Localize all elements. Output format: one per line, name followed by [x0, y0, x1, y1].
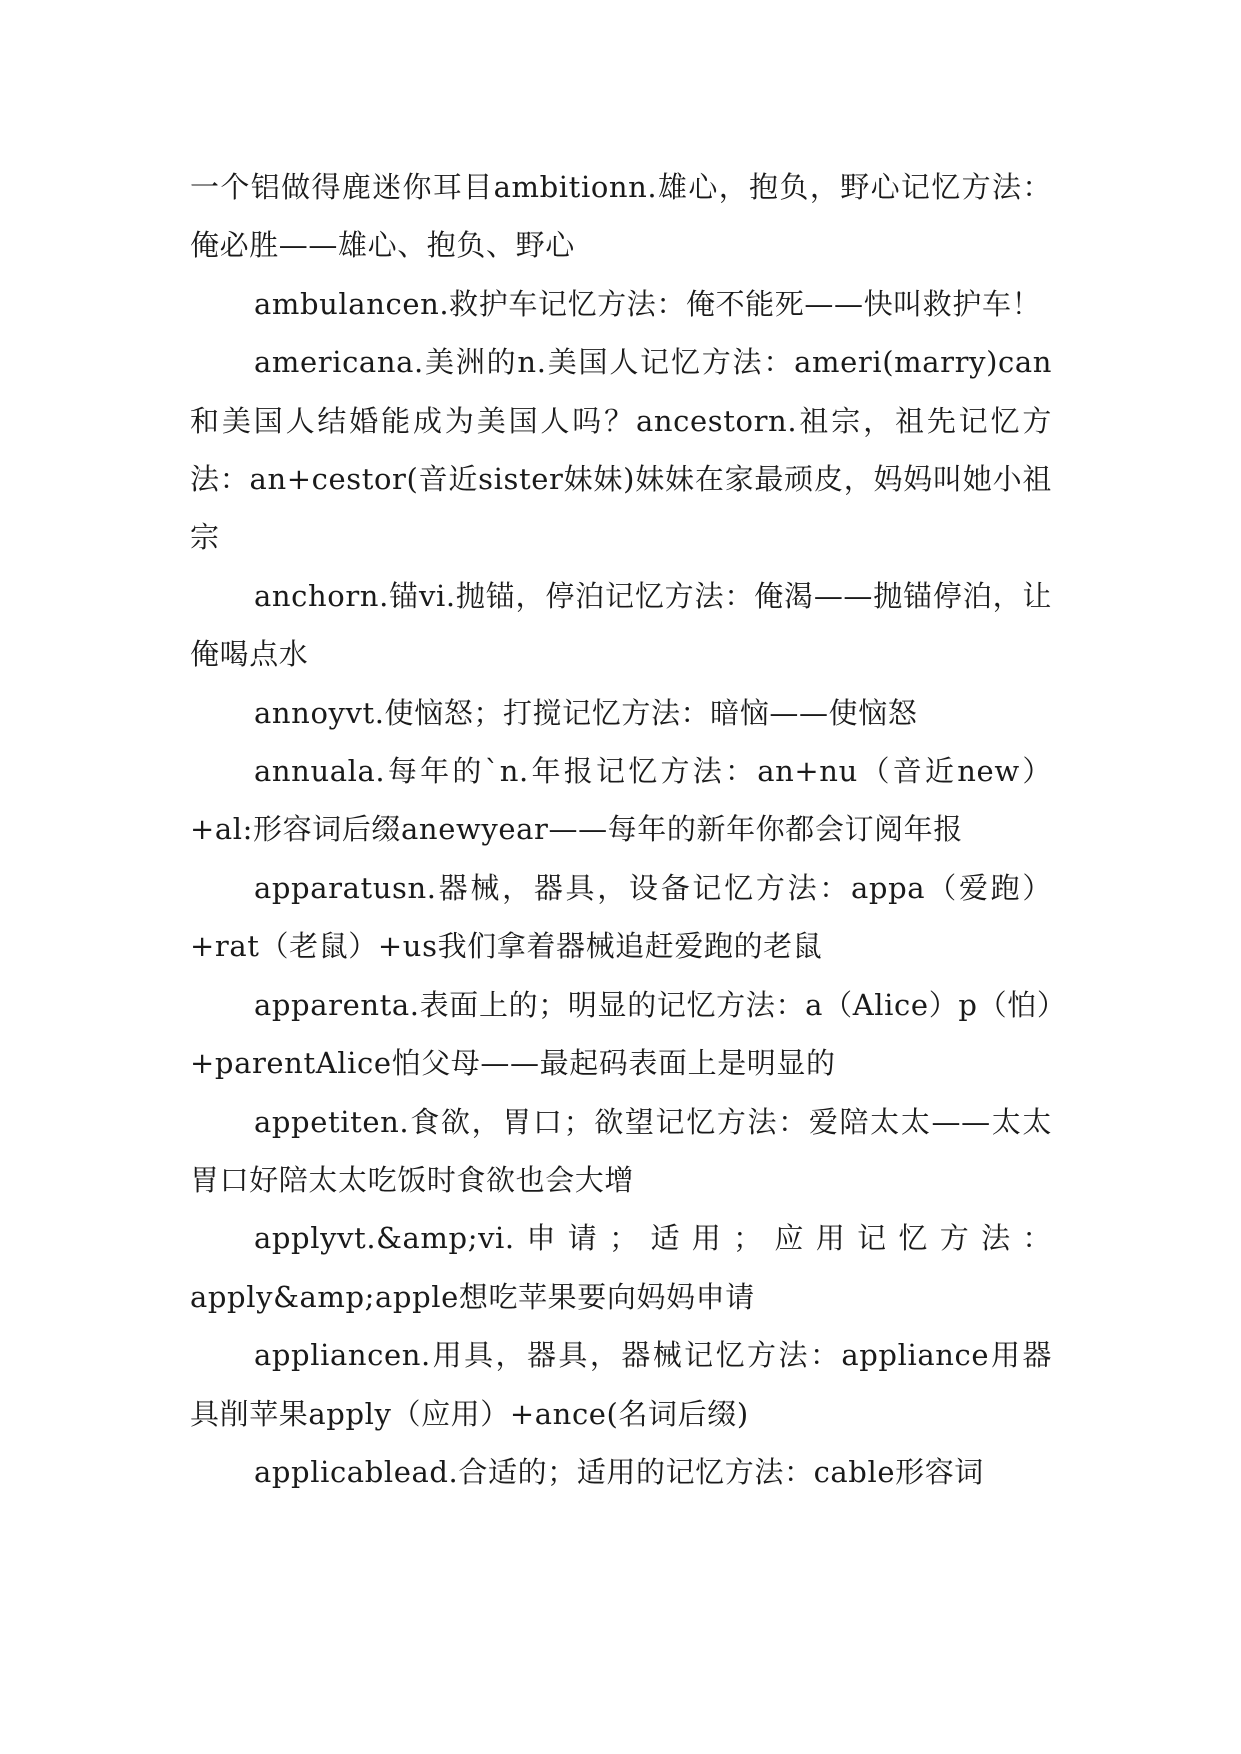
document-body	[190, 158, 1052, 1501]
paragraph-annual: annuala.每年的`n.年报记忆方法：an+nu（音近new）+al:形容词后缀anewyear——每年的新年你都会订阅年报	[190, 754, 1052, 847]
paragraph-annoy: annoyvt.使恼怒；打搅记忆方法：暗恼——使恼怒	[254, 695, 918, 730]
paragraph-apply: applyvt.&amp;vi.申请；适用；应用记忆方法：apply&amp;apple想吃苹果要向妈妈申请	[190, 1221, 1052, 1314]
paragraph-apparatus: apparatusn.器械，器具，设备记忆方法：appa（爱跑）+rat（老鼠）+us我们拿着器械追赶爱跑的老鼠	[190, 870, 1052, 964]
paragraph-ambition: 一个铝做得鹿迷你耳目ambitionn.雄心，抱负，野心记忆方法：俺必胜——雄心、抱负、野心	[190, 170, 1052, 263]
paragraph-anchor: anchorn.锚vi.抛锚，停泊记忆方法：俺渴——抛锚停泊，让俺喝点水	[190, 578, 1052, 672]
paragraph-appetite: appetiten.食欲，胃口；欲望记忆方法：爱陪太太——太太胃口好陪太太吃饭时食欲也会大增	[190, 1104, 1052, 1197]
paragraph-ambulance: ambulancen.救护车记忆方法：俺不能死——快叫救护车！	[254, 286, 1042, 321]
paragraph-apparent: apparenta.表面上的；明显的记忆方法：a（Alice）p（怕）+parentAlice怕父母——最起码表面上是明显的	[190, 987, 1052, 1081]
paragraph-american-ancestor: americana.美洲的n.美国人记忆方法：ameri(marry)can和美国人结婚能成为美国人吗？ancestorn.祖宗，祖先记忆方法：an+cestor(音近sister妹妹)妹妹在家最顽皮，妈妈叫她小祖宗	[190, 345, 1052, 555]
paragraph-appliance: appliancen.用具，器具，器械记忆方法：appliance用器具削苹果apply（应用）+ance(名词后缀)	[190, 1338, 1052, 1431]
paragraph-applicable: applicablead.合适的；适用的记忆方法：cable形容词	[254, 1454, 984, 1489]
